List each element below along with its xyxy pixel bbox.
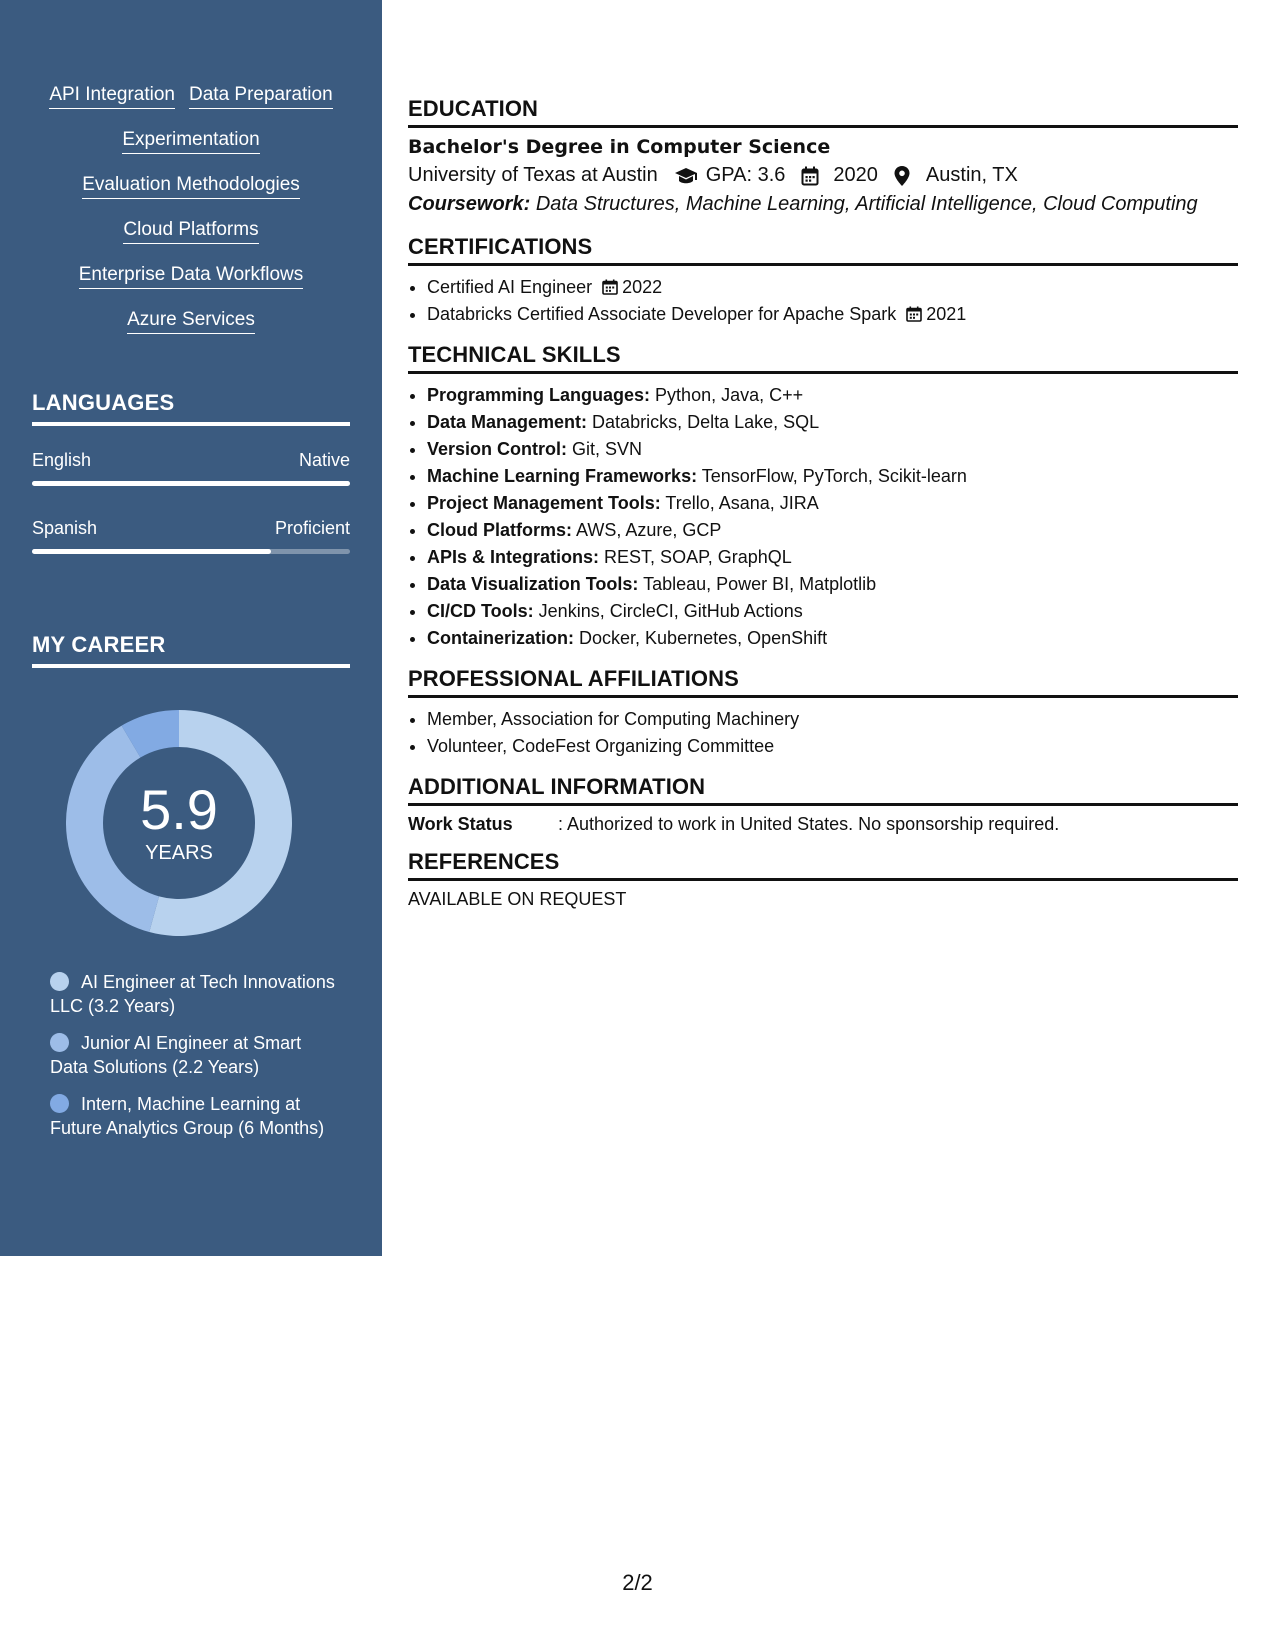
technical-skills-heading: TECHNICAL SKILLS bbox=[408, 342, 1238, 374]
school: University of Texas at Austin bbox=[408, 164, 658, 186]
coursework bbox=[408, 193, 1238, 216]
career-item-text: Intern, Machine Learning at Future Analytics Group (6 Months) bbox=[50, 1094, 325, 1138]
coursework-label: Coursework: bbox=[408, 193, 531, 215]
career-list bbox=[50, 970, 340, 1153]
references-text: AVAILABLE ON REQUEST bbox=[408, 889, 627, 909]
technical-skill-item bbox=[427, 517, 1238, 544]
location: Austin, TX bbox=[925, 164, 1018, 186]
skill-row bbox=[32, 264, 350, 309]
certifications-section bbox=[408, 234, 1238, 328]
technical-skill-item bbox=[427, 625, 1238, 652]
technical-skill-item bbox=[427, 544, 1238, 571]
skill-values: Trello, Asana, JIRA bbox=[665, 493, 819, 513]
calendar-icon bbox=[602, 276, 618, 292]
language-bar bbox=[32, 481, 350, 486]
skill-tag: Evaluation Methodologies bbox=[82, 174, 300, 199]
degree: Bachelor's Degree in Computer Science bbox=[408, 136, 831, 158]
sidebar bbox=[0, 0, 382, 1256]
skill-category: Cloud Platforms: bbox=[427, 520, 573, 540]
certification-year: 2022 bbox=[622, 277, 663, 297]
skill-tag: Azure Services bbox=[127, 309, 255, 334]
affiliation-item: • Volunteer, CodeFest Organizing Committee bbox=[427, 733, 1238, 760]
work-status-row bbox=[408, 814, 1238, 835]
career-item-text: AI Engineer at Tech Innovations LLC (3.2 Years) bbox=[50, 972, 335, 1016]
skill-row bbox=[32, 219, 350, 264]
language-bar bbox=[32, 549, 350, 554]
certification-item bbox=[427, 301, 1238, 328]
technical-skill-item bbox=[427, 598, 1238, 625]
technical-skill-item bbox=[427, 463, 1238, 490]
skill-row bbox=[32, 309, 350, 354]
career-item-text: Junior AI Engineer at Smart Data Solutions (2.2 Years) bbox=[50, 1033, 302, 1077]
affiliation-item: • Member, Association for Computing Machinery bbox=[427, 706, 1238, 733]
work-status-value: : Authorized to work in United States. No sponsorship required. bbox=[558, 814, 1060, 834]
legend-dot bbox=[50, 972, 69, 991]
skill-values: TensorFlow, PyTorch, Scikit-learn bbox=[701, 466, 967, 486]
work-status-label: Work Status bbox=[408, 814, 513, 834]
language-name: English bbox=[32, 450, 92, 470]
skill-values: Databricks, Delta Lake, SQL bbox=[592, 412, 820, 432]
affiliations-heading: PROFESSIONAL AFFILIATIONS bbox=[408, 666, 1238, 698]
education-details bbox=[408, 164, 1238, 187]
career-item bbox=[50, 970, 340, 1018]
skill-values: REST, SOAP, GraphQL bbox=[604, 547, 792, 567]
graduation-cap-icon bbox=[674, 166, 696, 186]
references-section bbox=[408, 849, 1238, 910]
technical-skill-item bbox=[427, 571, 1238, 598]
calendar-icon bbox=[906, 303, 922, 319]
coursework-list: Data Structures, Machine Learning, Artificial Intelligence, Cloud Computing bbox=[535, 193, 1198, 215]
career-item bbox=[50, 1031, 340, 1079]
technical-skill-item bbox=[427, 382, 1238, 409]
certifications-list bbox=[408, 274, 1238, 328]
certifications-heading: CERTIFICATIONS bbox=[408, 234, 1238, 266]
affiliations-section bbox=[408, 666, 1238, 760]
skill-row bbox=[32, 174, 350, 219]
career-total-unit: YEARS bbox=[145, 842, 213, 864]
additional-info-heading: ADDITIONAL INFORMATION bbox=[408, 774, 1238, 806]
skill-category: CI/CD Tools: bbox=[427, 601, 534, 621]
references-heading: REFERENCES bbox=[408, 849, 1238, 881]
technical-skills-section bbox=[408, 342, 1238, 652]
gpa: GPA: 3.6 bbox=[705, 164, 786, 186]
legend-dot bbox=[50, 1033, 69, 1052]
technical-skills-list bbox=[408, 382, 1238, 652]
certification-year: 2021 bbox=[926, 304, 967, 324]
skill-category: Version Control: bbox=[427, 439, 568, 459]
technical-skill-item bbox=[427, 436, 1238, 463]
additional-info-section bbox=[408, 774, 1238, 835]
skill-values: Tableau, Power BI, Matplotlib bbox=[643, 574, 877, 594]
certification-item bbox=[427, 274, 1238, 301]
career-heading: MY CAREER bbox=[32, 632, 350, 668]
main-content bbox=[408, 96, 1238, 910]
skill-values: AWS, Azure, GCP bbox=[576, 520, 722, 540]
skill-values: Python, Java, C++ bbox=[655, 385, 804, 405]
education-section bbox=[408, 96, 1238, 216]
page-number: 2/2 bbox=[622, 1570, 653, 1595]
affiliations-list bbox=[408, 706, 1238, 760]
language-english bbox=[32, 450, 350, 486]
skill-tag: Data Preparation bbox=[189, 84, 333, 109]
skill-row bbox=[32, 129, 350, 174]
graduation-year: 2020 bbox=[833, 164, 878, 186]
career-item bbox=[50, 1092, 340, 1140]
language-spanish bbox=[32, 518, 350, 554]
calendar-icon bbox=[801, 166, 823, 186]
skill-category: Machine Learning Frameworks: bbox=[427, 466, 698, 486]
technical-skill-item bbox=[427, 490, 1238, 517]
skill-tag: API Integration bbox=[49, 84, 175, 109]
skill-category: Containerization: bbox=[427, 628, 574, 648]
skill-category: Project Management Tools: bbox=[427, 493, 661, 513]
skill-values: Git, SVN bbox=[572, 439, 643, 459]
technical-skill-item bbox=[427, 409, 1238, 436]
skill-category: Data Visualization Tools: bbox=[427, 574, 639, 594]
certification-name: Databricks Certified Associate Developer for Apache Spark bbox=[427, 304, 897, 324]
language-name: Spanish bbox=[32, 518, 98, 538]
skill-row bbox=[32, 84, 350, 129]
skill-tag: Cloud Platforms bbox=[123, 219, 258, 244]
skill-category: Programming Languages: bbox=[427, 385, 651, 405]
map-pin-icon bbox=[894, 166, 916, 186]
skill-category: Data Management: bbox=[427, 412, 588, 432]
language-level: Proficient bbox=[274, 518, 350, 538]
skill-values: Docker, Kubernetes, OpenShift bbox=[579, 628, 828, 648]
language-bar-fill bbox=[32, 549, 271, 554]
language-level: Native bbox=[298, 450, 350, 470]
skills-list bbox=[32, 84, 350, 354]
skill-tag: Experimentation bbox=[122, 129, 259, 154]
legend-dot bbox=[50, 1094, 69, 1113]
skill-tag: Enterprise Data Workflows bbox=[79, 264, 304, 289]
skill-values: Jenkins, CircleCI, GitHub Actions bbox=[538, 601, 803, 621]
skill-category: APIs & Integrations: bbox=[427, 547, 600, 567]
certification-name: Certified AI Engineer bbox=[427, 277, 593, 297]
languages-heading: LANGUAGES bbox=[32, 390, 350, 426]
career-total-value: 5.9 bbox=[140, 778, 218, 841]
language-bar-fill bbox=[32, 481, 350, 486]
education-heading: EDUCATION bbox=[408, 96, 1238, 128]
